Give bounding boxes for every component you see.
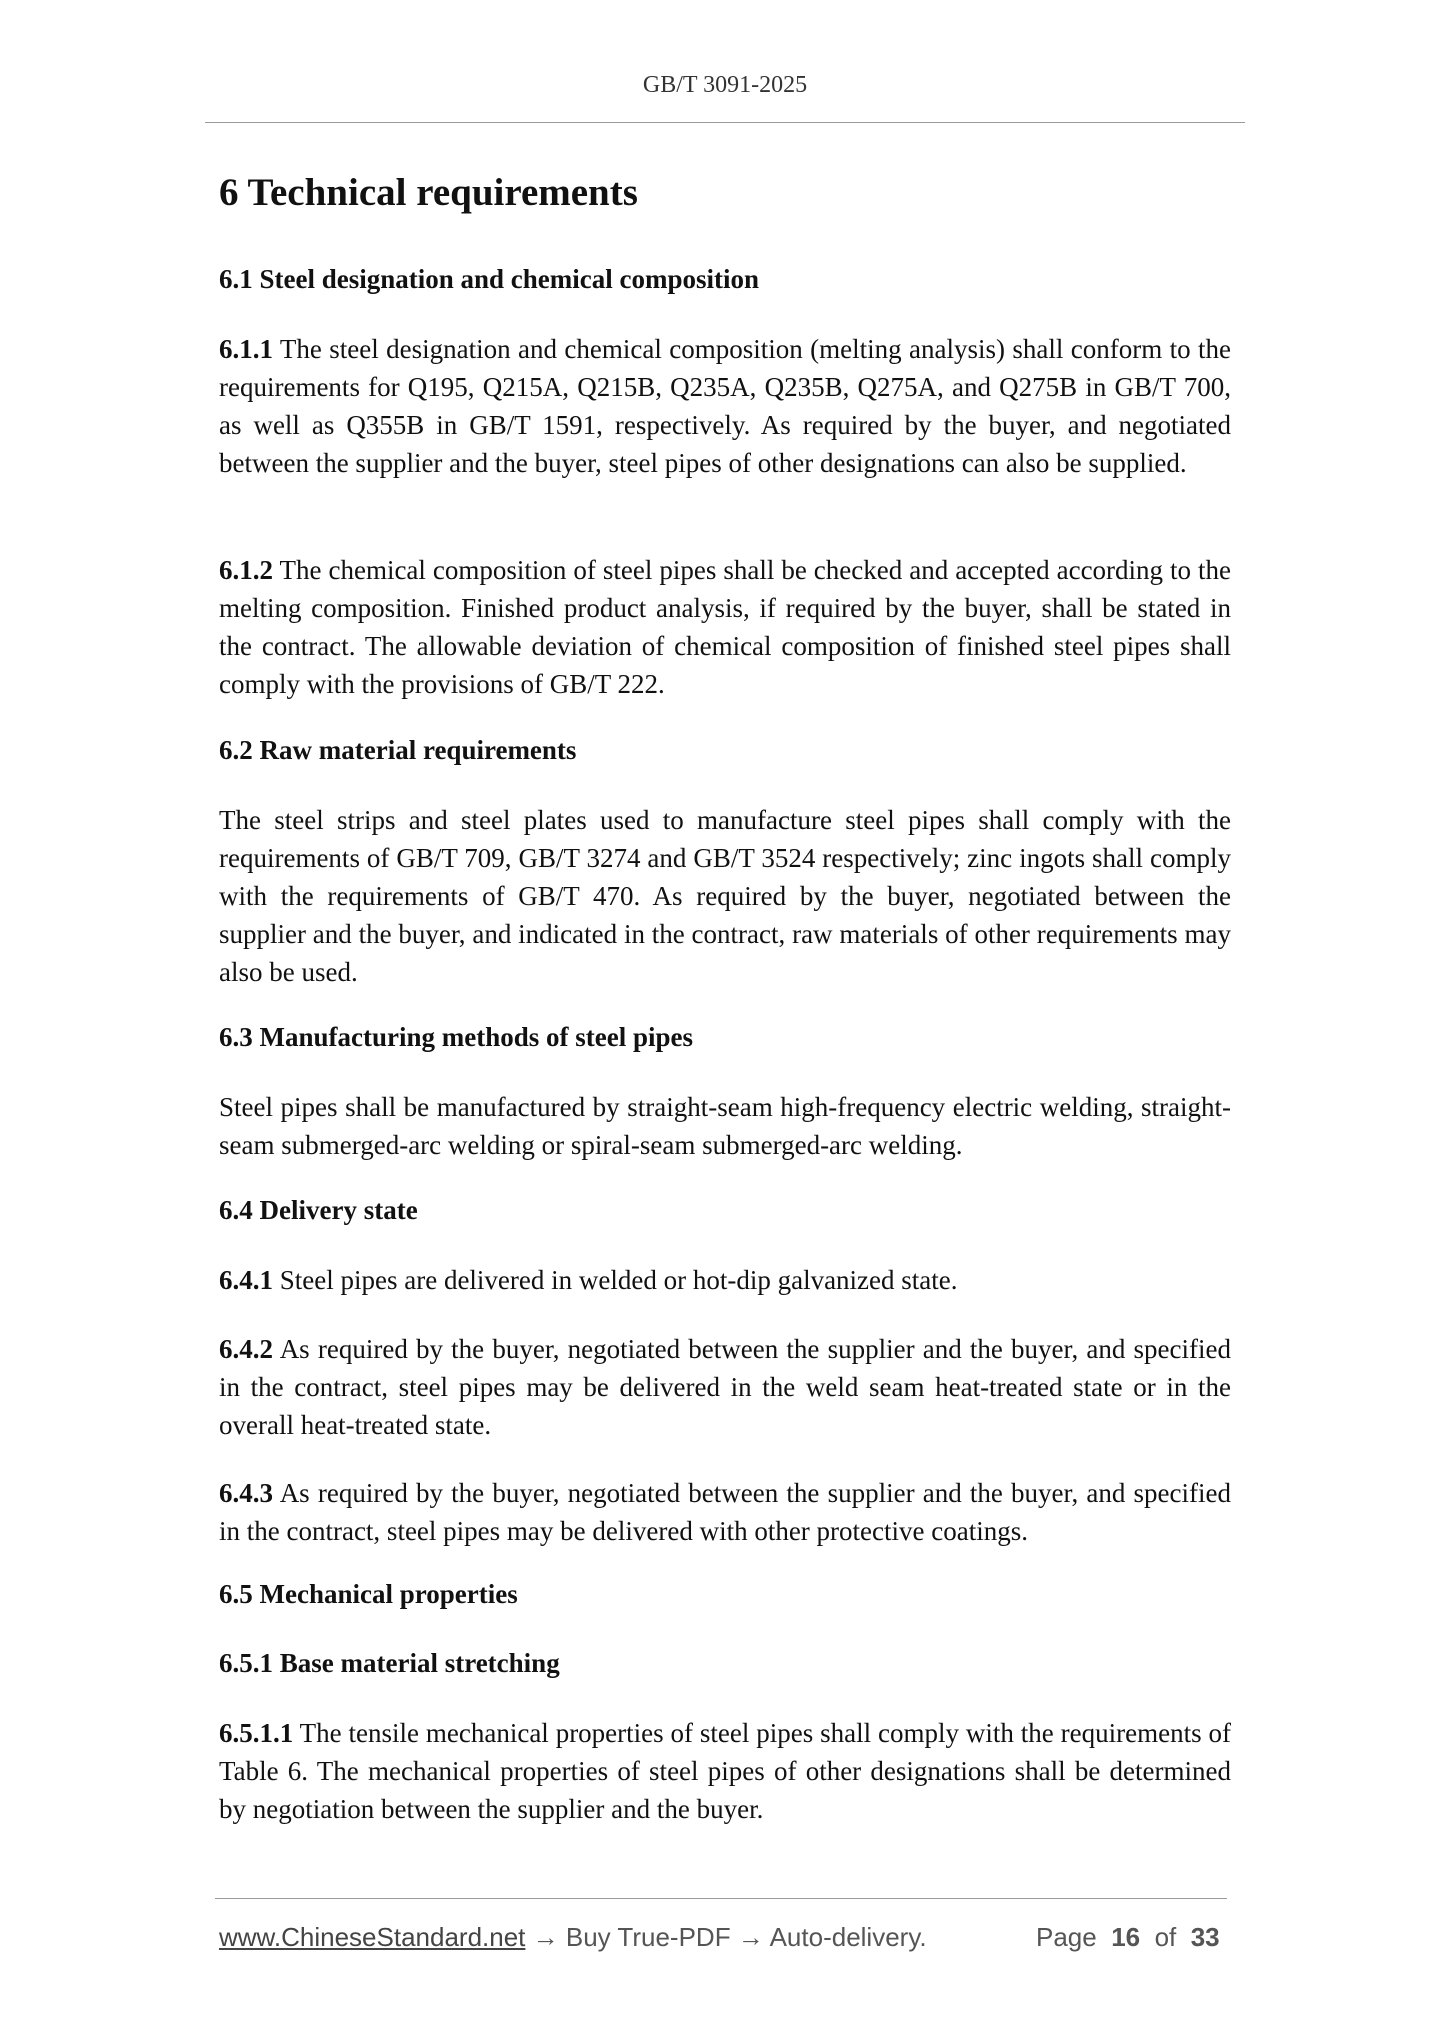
paragraph-6-4-1 [219,1261,1231,1299]
paragraph-text: The chemical composition of steel pipes shall be checked and accepted according to the melting composition. Finished product analysis, if required by the buyer, shall be stated in the contract. The allowable deviation of chemical composition of finished steel pipes shall comply with the provisions of GB/T 222. [219,555,1232,699]
paragraph-text: Steel pipes shall be manufactured by straight-seam high-frequency electric welding, straight-seam submerged-arc welding or spiral-seam submerged-arc welding. [219,1092,1231,1160]
heading-6-2: 6.2 Raw material requirements [219,735,577,765]
header-divider [205,122,1245,123]
paragraph-text: As required by the buyer, negotiated between the supplier and the buyer, and specified in the contract, steel pipes may be delivered in the weld seam heat-treated state or in the overall heat-treated state. [219,1334,1231,1440]
heading-6-5-1: 6.5.1 Base material stretching [219,1648,560,1678]
paragraph-6-2 [219,801,1231,991]
paragraph-6-4-3 [219,1474,1231,1550]
paragraph-text: As required by the buyer, negotiated between the supplier and the buyer, and specified in the contract, steel pipes may be delivered with other protective coatings. [219,1478,1231,1546]
page-label: Page [1036,1922,1097,1952]
paragraph-text: The steel designation and chemical composition (melting analysis) shall conform to the requirements for Q195, Q215A, Q215B, Q235A, Q235B, Q275A, and Q275B in GB/T 700, as well as Q355B in GB/T 1591, respectively. As required by the buyer, and negotiated between the supplier and the buyer, steel pipes of other designations can also be supplied. [219,334,1231,478]
paragraph-6-1-1 [219,330,1231,482]
paragraph-6-5-1-1 [219,1714,1231,1828]
paragraph-text: The steel strips and steel plates used to manufacture steel pipes shall comply with the requirements of GB/T 709, GB/T 3274 and GB/T 3524 respectively; zinc ingots shall comply with the requirements of GB/T 470. As required by the buyer, negotiated between the supplier and the buyer, and indicated in the contract, raw materials of other requirements may also be used. [219,805,1231,987]
paragraph-6-1-2 [219,551,1231,703]
promo-text: → Buy True-PDF → Auto-delivery. [532,1922,927,1952]
clause-number: 6.4.3 [219,1478,273,1508]
footer-divider [215,1898,1227,1899]
clause-number: 6.5.1.1 [219,1718,294,1748]
heading-6-3: 6.3 Manufacturing methods of steel pipes [219,1022,693,1052]
clause-number: 6.4.2 [219,1334,273,1364]
clause-number: 6.4.1 [219,1265,273,1295]
page-of: of [1154,1922,1177,1952]
page-total: 33 [1190,1922,1220,1952]
heading-6-5: 6.5 Mechanical properties [219,1579,518,1609]
heading-6-1: 6.1 Steel designation and chemical composition [219,264,760,294]
paragraph-6-3 [219,1088,1231,1164]
heading-6-4: 6.4 Delivery state [219,1195,418,1225]
paragraph-6-4-2 [219,1330,1231,1444]
footer-promo [219,1922,927,1953]
paragraph-text: Steel pipes are delivered in welded or hot-dip galvanized state. [279,1265,958,1295]
page-number [1036,1922,1220,1953]
paragraph-text: The tensile mechanical properties of steel pipes shall comply with the requirements of Table 6. The mechanical properties of steel pipes of other designations shall be determined by negotiation between the supplier and the buyer. [219,1718,1231,1824]
clause-number: 6.1.1 [219,334,273,364]
page-current: 16 [1111,1922,1141,1952]
page-header-standard-code: GB/T 3091-2025 [642,72,808,98]
section-title: 6 Technical requirements [219,171,638,214]
clause-number: 6.1.2 [219,555,273,585]
website-link[interactable]: www.ChineseStandard.net [219,1922,526,1952]
